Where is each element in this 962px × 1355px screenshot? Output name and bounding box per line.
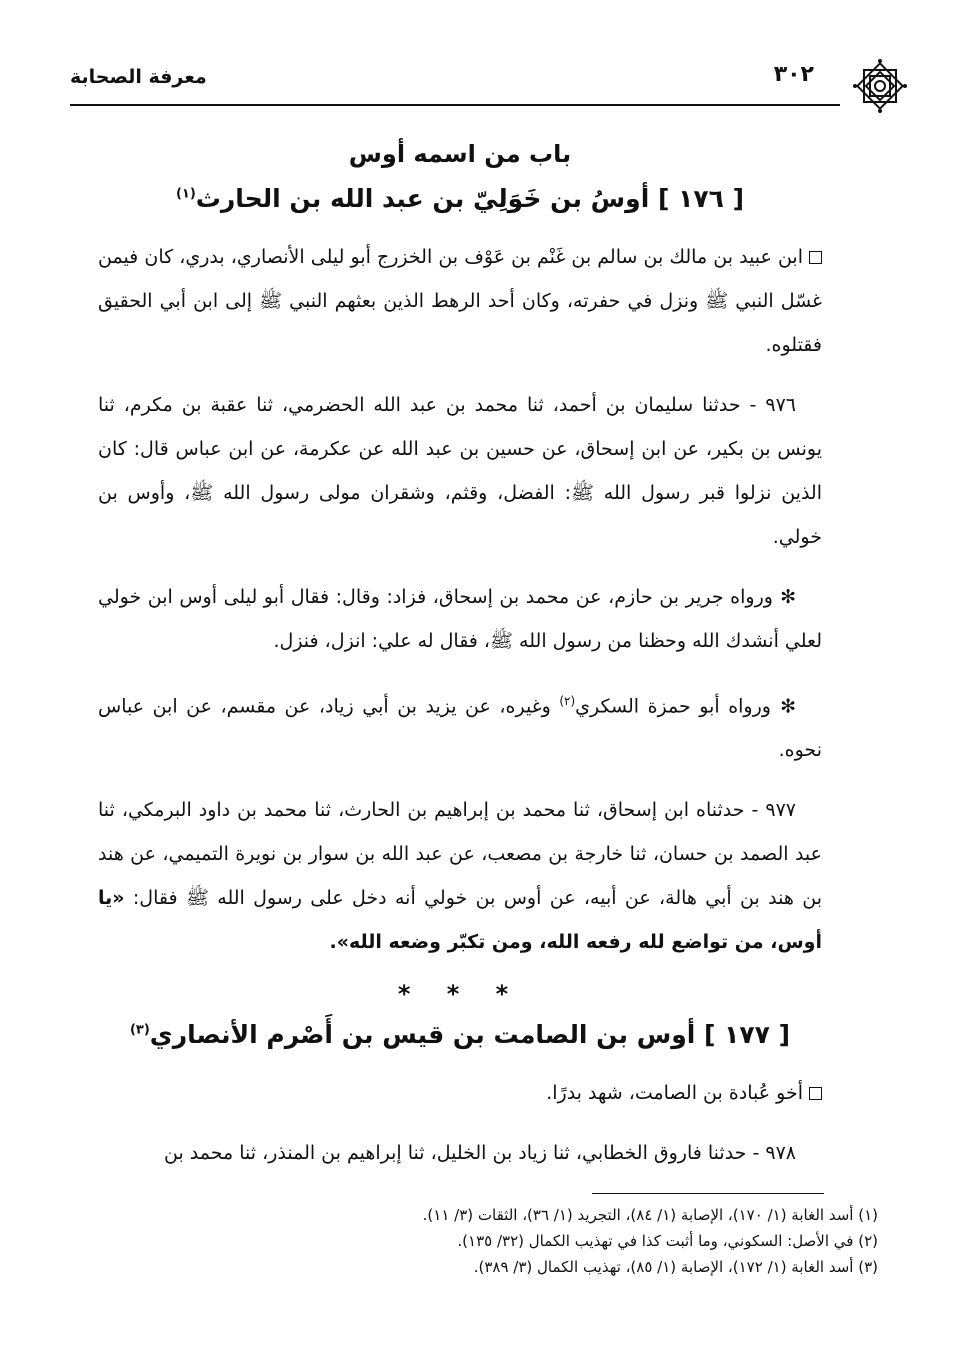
page-body (98, 140, 822, 1191)
entry-176-title (98, 184, 822, 213)
hadith-978: ٩٧٨ - حدثنا فاروق الخطابي، ثنا زياد بن الخليل، ثنا إبراهيم بن المنذر، ثنا محمد بن (163, 1142, 796, 1165)
footnote-2: (٢) في الأصل: السكوني، وما أثبت كذا في تهذيب الكمال (٣٢/ ١٣٥). (457, 1232, 878, 1250)
entry-176-title-text: [ ١٧٦ ] أوسُ بن خَوَلِيّ بن عبد الله بن الحارث (195, 184, 745, 213)
note-1-text: ورواه جرير بن حازم، عن محمد بن إسحاق، فزاد: وقال: فقال أبو ليلى أوس ابن خولي لعلي أنشدك الله وحظنا من رسول الله ﷺ، فقال له علي: انزل، فنزل. (98, 586, 822, 652)
entry-176-intro-text: ابن عبيد بن مالك بن سالم بن غَنْم بن عَوْف بن الخزرج أبو ليلى الأنصاري، بدري، كان فيمن غسّل النبي ﷺ ونزل في حفرته، وكان أحد الرهط الذين بعثهم النبي ﷺ إلى ابن أبي الحقيق فقتلوه. (98, 246, 822, 356)
entry-177-title-text: [ ١٧٧ ] أوس بن الصامت بن قيس بن أَصْرم الأنصاري (149, 1020, 791, 1050)
footnote-ref-3: (٣) (129, 1023, 150, 1038)
note-1 (98, 575, 822, 663)
note-2 (98, 679, 822, 772)
note-2-text-b: وغيره، عن يزيد بن أبي زياد، عن مقسم، عن ابن عباس نحوه. (98, 695, 822, 762)
chapter-title: باب من اسمه أوس (348, 140, 572, 168)
entry-177-title (98, 1020, 822, 1049)
footnote-1: (١) أسد الغابة (١/ ١٧٠)، الإصابة (١/ ٨٤)، التجريد (١/ ٣٦)، الثقات (٣/ ١١). (422, 1206, 878, 1224)
entry-177-intro (98, 1071, 822, 1115)
section-divider: * * * (397, 980, 523, 1009)
octagonal-star-ornament-icon (850, 56, 910, 116)
square-bullet-icon (809, 1087, 822, 1100)
hadith-977 (98, 788, 822, 964)
header-rule (70, 104, 840, 106)
square-bullet-icon (809, 251, 822, 264)
asterisk-icon: ✻ (770, 695, 796, 718)
book-title: معرفة الصحابة (70, 66, 207, 88)
entry-177-intro-text: أخو عُبادة بن الصامت، شهد بدرًا. (546, 1082, 803, 1105)
note-2-text-a: ورواه أبو حمزة السكري (575, 695, 771, 718)
entry-176-intro (98, 235, 822, 367)
page-number: ٣٠٢ (773, 62, 814, 87)
asterisk-icon: ✻ (772, 586, 796, 608)
hadith-977-quote: «يا أوس، من تواضع لله رفعه الله، ومن تكبّر وضعه الله». (98, 887, 822, 954)
hadith-977-text: ٩٧٧ - حدثناه ابن إسحاق، ثنا محمد بن إبراهيم بن الحارث، ثنا محمد بن داود البرمكي، ثنا عبد الصمد بن حسان، ثنا خارجة بن مصعب، عن عبد الله بن سوار بن نويرة التميمي، عن هند بن هند بن أبي هالة، عن أبيه، عن أوس بن خولي أنه دخل على رسول الله ﷺ فقال: (98, 799, 822, 910)
footnote-ref-1: (١) (175, 186, 196, 202)
footnote-rule (592, 1193, 824, 1194)
hadith-976: ٩٧٦ - حدثنا سليمان بن أحمد، ثنا محمد بن عبد الله الحضرمي، ثنا عقبة بن مكرم، ثنا يونس بن بكير، عن ابن إسحاق، عن حسين بن عبد الله عن عكرمة، عن ابن عباس قال: كان الذين نزلوا قبر رسول الله ﷺ: الفضل، وقثم، وشقران مولى رسول الله ﷺ، وأوس بن خولي. (98, 394, 822, 548)
footnote-ref-2: (٢) (559, 694, 576, 708)
page-header (70, 56, 910, 106)
footnote-3: (٣) أسد الغابة (١/ ١٧٢)، الإصابة (١/ ٨٥)، تهذيب الكمال (٣/ ٣٨٩). (473, 1258, 878, 1276)
footnotes (98, 1202, 878, 1280)
